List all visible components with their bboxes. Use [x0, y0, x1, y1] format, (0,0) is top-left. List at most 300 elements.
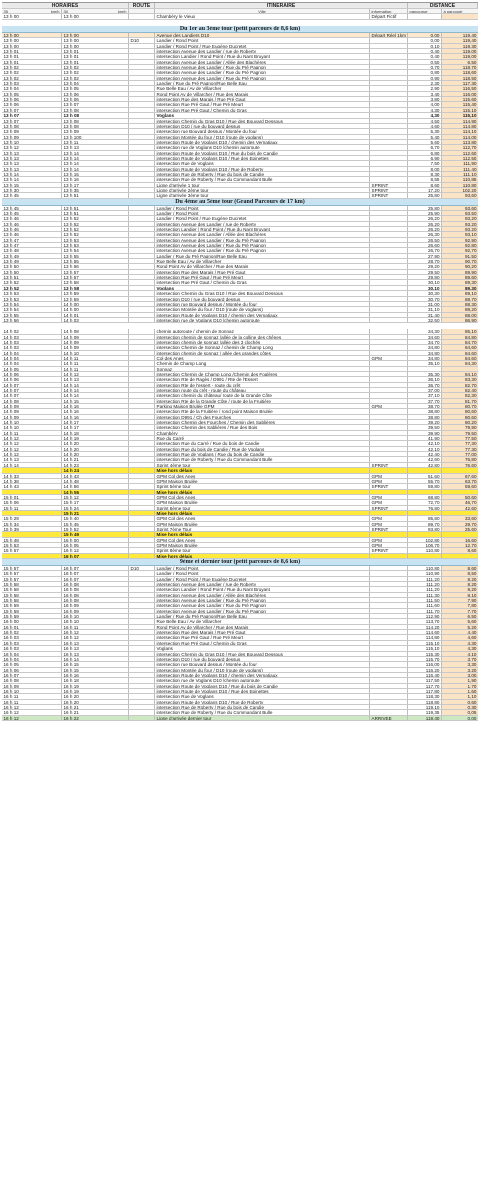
cell-time-35kmh: 15 h 39	[2, 527, 62, 531]
cell-distance-done: 31,00	[408, 302, 442, 306]
cell-route	[129, 161, 155, 165]
cell-route	[129, 710, 155, 714]
cell-distance-left: 1,90	[442, 678, 478, 682]
cell-time-35kmh: 13 h 46	[2, 216, 62, 220]
cell-route	[129, 614, 155, 618]
cell-time-30kmh: 14 h 20	[62, 441, 129, 445]
cell-time-35kmh: 13 h 12	[2, 145, 62, 149]
cell-info	[370, 44, 408, 48]
cell-time-30kmh: 13 h 07	[62, 102, 129, 106]
cell-distance-left: 112,60	[442, 151, 478, 155]
cell-distance-done: 5,30	[408, 129, 442, 133]
cell-distance-left: 7,80	[442, 603, 478, 607]
cell-time-35kmh: 15 h 29	[2, 516, 62, 520]
cell-time-35kmh: 14 h 12	[2, 436, 62, 440]
cell-info	[370, 254, 408, 258]
cell-place: intersection Rue des Marais / Rue Pré Gaut	[155, 630, 370, 634]
cell-time-35kmh: 14 h 03	[2, 345, 62, 349]
cell-distance-done: 0,50	[408, 60, 442, 64]
cell-time-35kmh: 14 h 04	[2, 351, 62, 355]
cell-time-35kmh: 16 h 07	[2, 673, 62, 677]
cell-time-30kmh: 14 h 14	[62, 388, 129, 392]
header-route: ROUTE	[129, 3, 155, 8]
cell-info	[370, 286, 408, 290]
cell-distance-left: 8,20	[442, 577, 478, 581]
cell-info	[370, 673, 408, 677]
cell-distance-left: 102,20	[442, 188, 478, 192]
cell-time-30kmh: 15 h 21	[62, 511, 129, 515]
cell-place: intersection Rte de la Grande Côte / route de la Fruitière	[155, 399, 370, 403]
cell-route	[129, 646, 155, 650]
cell-route	[129, 399, 155, 403]
cell-time-30kmh: 16 h 07	[62, 571, 129, 575]
cell-time-30kmh: 13 h 05	[62, 86, 129, 90]
cell-info	[370, 129, 408, 133]
cell-distance-left: 50,60	[442, 495, 478, 499]
cell-distance-done: 38,80	[408, 415, 442, 419]
cell-time-35kmh: 13 h 03	[2, 81, 62, 85]
cell-route	[129, 135, 155, 139]
cell-place: intersection Rue du bois de Candie / Rue de Voglans	[155, 447, 370, 451]
cell-info	[370, 329, 408, 333]
cell-time-30kmh: 13 h 52	[62, 216, 129, 220]
cell-time-35kmh: 14 h 07	[2, 393, 62, 397]
cell-info	[370, 102, 408, 106]
cell-info	[370, 646, 408, 650]
cell-distance-done: 4,00	[408, 102, 442, 106]
cell-info	[370, 124, 408, 128]
cell-time-30kmh: 14 h 11	[62, 356, 129, 360]
cell-route	[129, 625, 155, 629]
cell-distance-done: 6,80	[408, 151, 442, 155]
cell-place: intersection Avenue des Landier / rue de Roberty	[155, 582, 370, 586]
cell-distance-left: 67,60	[442, 474, 478, 478]
header-parcourue: parcourue	[408, 9, 442, 13]
cell-place: intersection Route de Voglans D10 / chemin des Vernatiaux	[155, 140, 370, 144]
cell-place: Landier / Rond Point	[155, 566, 370, 570]
cell-place: intersection Landier / Rond Point / Rue du Nant Bruyant	[155, 227, 370, 231]
cell-place: Landier / Rond Point	[155, 211, 370, 215]
cell-time-35kmh: 13 h 00	[2, 38, 62, 42]
cell-time-30kmh: 13 h 51	[62, 211, 129, 215]
cell-distance-left: 46,70	[442, 500, 478, 504]
cell-time-30kmh: 13 h 11	[62, 140, 129, 144]
cell-time-35kmh: 13 h 48	[2, 248, 62, 252]
cell-info	[370, 700, 408, 704]
cell-distance-left: 63,70	[442, 479, 478, 483]
cell-place: Sprint 5ème tour	[155, 484, 370, 488]
cell-distance-done: 27,90	[408, 254, 442, 258]
cell-time-30kmh: 13 h 52	[62, 227, 129, 231]
cell-place: intersection rue de Voglans D10 /chemin autoroute	[155, 318, 370, 322]
cell-route	[129, 635, 155, 639]
cell-distance-left: 8,50	[442, 571, 478, 575]
cell-place: intersection Rue Pré Gaut / Rue Pré Meurt	[155, 102, 370, 106]
cell-distance-done: 118,80	[408, 700, 442, 704]
cell-info: GPM	[370, 474, 408, 478]
cell-time-30kmh: 14 h 09	[62, 335, 129, 339]
cell-distance-left: 4,30	[442, 646, 478, 650]
cell-time-35kmh: 13 h 47	[2, 243, 62, 247]
cell-distance-done: 115,70	[408, 657, 442, 661]
cell-time-30kmh: 14 h 11	[62, 361, 129, 365]
cell-time-35kmh: 13 h 49	[2, 254, 62, 258]
cell-place: Rue du Carré	[155, 436, 370, 440]
cell-info	[370, 238, 408, 242]
cell-time-35kmh: 13 h 54	[2, 307, 62, 311]
cell-distance-left: 42,60	[442, 506, 478, 510]
cell-time-30kmh: 16 h 08	[62, 598, 129, 602]
cell-route	[129, 156, 155, 160]
cell-info	[370, 388, 408, 392]
cell-place: intersection Avenue des Landier / rue de Roberty	[155, 49, 370, 53]
cell-info	[370, 270, 408, 274]
cell-route	[129, 335, 155, 339]
cell-time-35kmh: 16 h 09	[2, 684, 62, 688]
cell-place: Sprint 7ème Tour	[155, 527, 370, 531]
cell-distance-done: 117,50	[408, 678, 442, 682]
cell-route	[129, 506, 155, 510]
cell-route	[129, 206, 155, 210]
cell-distance-done: 26,20	[408, 227, 442, 231]
cell-distance-left: 8,10	[442, 593, 478, 597]
cell-time-30kmh: 13 h 57	[62, 270, 129, 274]
cell-place: Landier / Rond Point	[155, 571, 370, 575]
cell-route	[129, 548, 155, 552]
cell-route	[129, 81, 155, 85]
cell-info: SPRINT	[370, 188, 408, 192]
cell-distance-left: 114,00	[442, 135, 478, 139]
cell-time-35kmh: 13 h 10	[2, 140, 62, 144]
cell-time-35kmh: 14 h 03	[2, 340, 62, 344]
cell-distance-left: 6,50	[442, 614, 478, 618]
cell-place: intersection D10 / rue du bouvard dessus	[155, 124, 370, 128]
cell-distance-left: 8,60	[442, 548, 478, 552]
cell-info	[370, 609, 408, 613]
cell-distance-left	[442, 14, 478, 19]
cell-distance-left: 16,60	[442, 538, 478, 542]
cell-time-35kmh: 14 h 04	[2, 361, 62, 365]
cell-distance-left: 115,10	[442, 108, 478, 112]
cell-info	[370, 587, 408, 591]
cell-time-30kmh: 13 h 00	[62, 38, 129, 42]
cell-time-30kmh: 13 h 53	[62, 238, 129, 242]
cell-distance-done: 32,50	[408, 318, 442, 322]
cell-distance-left: 3,20	[442, 668, 478, 672]
cell-distance-done: 26,60	[408, 243, 442, 247]
cell-time-30kmh: 15 h 12	[62, 495, 129, 499]
cell-time-35kmh: 16 h 11	[2, 700, 62, 704]
cell-distance-done: 115,10	[408, 646, 442, 650]
cell-route	[129, 70, 155, 74]
cell-time-35kmh: 13 h 45	[2, 193, 62, 197]
cell-place: intersection D10 / rue du bouvard dessus	[155, 297, 370, 301]
cell-info	[370, 457, 408, 461]
cell-info	[370, 468, 408, 472]
cell-time-30kmh: 13 h 58	[62, 286, 129, 290]
cell-time-35kmh: 14 h 07	[2, 383, 62, 387]
cell-info	[370, 409, 408, 413]
cell-time-30kmh: 13 h 100	[62, 135, 129, 139]
cell-place: intersection Rue de Roberty / Rue du Commandant Bulle	[155, 710, 370, 714]
cell-time-30kmh: 15 h 40	[62, 516, 129, 520]
cell-distance-left: 88,20	[442, 307, 478, 311]
cell-place: intersection Landier / Rond Point / Rue du Nant Bruyant	[155, 54, 370, 58]
cell-distance-done: 42,80	[408, 463, 442, 467]
cell-route	[129, 54, 155, 58]
cell-time-35kmh: 14 h 12	[2, 441, 62, 445]
cell-route	[129, 538, 155, 542]
cell-place: Sonnaz	[155, 367, 370, 371]
cell-distance-left: 7,90	[442, 598, 478, 602]
cell-route	[129, 76, 155, 80]
cell-time-30kmh: 16 h 11	[62, 625, 129, 629]
cell-place: intersection Rue du Carré / Rue du bois de Candie	[155, 441, 370, 445]
cell-place: GPM Maison Brulée	[155, 543, 370, 547]
cell-time-30kmh: 13 h 14	[62, 151, 129, 155]
cell-distance-left	[442, 532, 478, 536]
cell-route	[129, 102, 155, 106]
cell-place: Parking Maison Brulée GPM	[155, 404, 370, 408]
cell-distance-left: 1,70	[442, 684, 478, 688]
cell-distance-done: 3,40	[408, 92, 442, 96]
cell-distance-left: 118,50	[442, 76, 478, 80]
cell-distance-done: 0,10	[408, 44, 442, 48]
cell-time-35kmh: 13 h 05	[2, 92, 62, 96]
cell-route	[129, 500, 155, 504]
cell-time-30kmh: 14 h 14	[62, 393, 129, 397]
cell-distance-done: 34,60	[408, 335, 442, 339]
cell-time-35kmh	[2, 532, 62, 536]
cell-place: Rue Belle Eau / Av de Villarcher	[155, 259, 370, 263]
cell-info	[370, 452, 408, 456]
cell-distance-left: 1,10	[442, 694, 478, 698]
cell-route	[129, 668, 155, 672]
cell-route	[129, 318, 155, 322]
cell-distance-left: 112,50	[442, 156, 478, 160]
cell-time-30kmh: 13 h 52	[62, 222, 129, 226]
cell-info	[370, 668, 408, 672]
cell-info	[370, 54, 408, 58]
cell-info	[370, 490, 408, 494]
cell-info	[370, 705, 408, 709]
cell-distance-done: 39,50	[408, 425, 442, 429]
cell-route	[129, 441, 155, 445]
cell-route	[129, 49, 155, 53]
cell-distance-left: 90,20	[442, 264, 478, 268]
cell-distance-done: 110,80	[408, 548, 442, 552]
cell-distance-done: 119,35	[408, 710, 442, 714]
cell-time-30kmh: 16 h 10	[62, 619, 129, 623]
cell-time-35kmh: 14 h 33	[2, 474, 62, 478]
cell-info	[370, 345, 408, 349]
cell-time-35kmh: 13 h 54	[2, 302, 62, 306]
cell-info	[370, 291, 408, 295]
cell-route	[129, 447, 155, 451]
cell-time-35kmh: 14 h 10	[2, 425, 62, 429]
cell-distance-left: 77,30	[442, 447, 478, 451]
cell-time-30kmh: 16 h 14	[62, 657, 129, 661]
cell-info	[370, 630, 408, 634]
cell-route	[129, 340, 155, 344]
cell-distance-left: 84,60	[442, 356, 478, 360]
cell-info	[370, 393, 408, 397]
cell-place: GPM Col des Anes	[155, 538, 370, 542]
cell-place: GPM Col des Anes	[155, 495, 370, 499]
cell-place: intersection Chemin du Gras D10 / Rue des Bouvard Dessous	[155, 119, 370, 123]
cell-info	[370, 135, 408, 139]
cell-info	[370, 372, 408, 376]
cell-time-35kmh: 14 h 02	[2, 329, 62, 333]
cell-route	[129, 420, 155, 424]
cell-route	[129, 404, 155, 408]
cell-distance-left: 89,30	[442, 286, 478, 290]
cell-distance-left: 88,70	[442, 297, 478, 301]
cell-place: Ligne d'arrivée dernier tour	[155, 716, 370, 720]
cell-distance-left: 1,60	[442, 689, 478, 693]
cell-time-35kmh: 13 h 49	[2, 259, 62, 263]
cell-place: intersection Rte de Ragès / D991 / Rte de l'Essert	[155, 377, 370, 381]
cell-time-30kmh: 13 h 58	[62, 280, 129, 284]
cell-route	[129, 678, 155, 682]
cell-place: Avenue des Landiers D10	[155, 33, 370, 37]
cell-info	[370, 554, 408, 558]
cell-distance-left: 88,00	[442, 313, 478, 317]
cell-time-30kmh: 16 h 19	[62, 684, 129, 688]
cell-distance-left: 115,60	[442, 97, 478, 101]
cell-distance-done: 112,90	[408, 614, 442, 618]
cell-time-30kmh: 13 h 08	[62, 113, 129, 117]
cell-place: intersection Rue de Roberty / Rue du bois de Candie	[155, 705, 370, 709]
cell-distance-left: 77,30	[442, 441, 478, 445]
header-a-parcourir: à parcourir	[442, 9, 478, 13]
cell-route	[129, 468, 155, 472]
cell-time-30kmh: 14 h 16	[62, 404, 129, 408]
cell-time-30kmh: 15 h 52	[62, 527, 129, 531]
cell-distance-done: 31,40	[408, 313, 442, 317]
cell-distance-left: 76,60	[442, 463, 478, 467]
cell-place: intersection Rue de Voglans	[155, 161, 370, 165]
cell-time-35kmh: 13 h 00	[2, 44, 62, 48]
cell-distance-done: 34,70	[408, 340, 442, 344]
cell-distance-left: 0,00	[442, 716, 478, 720]
cell-time-30kmh: 15 h 49	[62, 532, 129, 536]
cell-time-30kmh: 16 h 21	[62, 710, 129, 714]
cell-info	[370, 436, 408, 440]
cell-distance-left: 89,60	[442, 275, 478, 279]
cell-distance-done	[408, 367, 442, 371]
cell-time-30kmh: 13 h 55	[62, 259, 129, 263]
cell-place: Rue Belle Eau / Av de Villarcher	[155, 86, 370, 90]
cell-distance-left: 82,40	[442, 388, 478, 392]
cell-distance-done: 110,80	[408, 566, 442, 570]
cell-time-30kmh: 14 h 55	[62, 490, 129, 494]
header-ville: Ville	[155, 9, 370, 13]
cell-place: Voglans	[155, 286, 370, 290]
cell-time-35kmh: 16 h 02	[2, 630, 62, 634]
cell-info	[370, 619, 408, 623]
cell-distance-left: 118,70	[442, 65, 478, 69]
cell-time-35kmh: 14 h 09	[2, 404, 62, 408]
cell-info	[370, 441, 408, 445]
cell-time-35kmh: 15 h 58	[2, 598, 62, 602]
cell-distance-done: 30,10	[408, 286, 442, 290]
cell-distance-left: 82,30	[442, 393, 478, 397]
cell-distance-left: 77,00	[442, 452, 478, 456]
cell-distance-done: 118,30	[408, 694, 442, 698]
cell-time-30kmh: 14 h 17	[62, 420, 129, 424]
cell-route	[129, 275, 155, 279]
cell-distance-left: 92,90	[442, 238, 478, 242]
cell-route	[129, 313, 155, 317]
cell-time-30kmh: 16 h 22	[62, 716, 129, 720]
cell-place: Mise hors délais	[155, 490, 370, 494]
cell-place: intersection Chemin du Gras D10 / Rue des Bouvard Dessous	[155, 652, 370, 656]
section-header: 9ème et dernier tour (petit parcours de 8,6 km)	[2, 559, 478, 566]
cell-time-35kmh: 14 h 09	[2, 415, 62, 419]
cell-distance-done: 25,90	[408, 211, 442, 215]
cell-info	[370, 657, 408, 661]
cell-route	[129, 577, 155, 581]
cell-place: intersection Rue de Roberty / Rue du bois de Candie	[155, 172, 370, 176]
cell-place: intersection chemin de sonnaz / allée des grandes côtes	[155, 351, 370, 355]
cell-time-35kmh: 13 h 14	[2, 172, 62, 176]
column-header-row	[2, 2, 478, 9]
cell-info: ARRIVEE	[370, 716, 408, 720]
cell-time-30kmh: 16 h 20	[62, 694, 129, 698]
speed-1-unit: km/h	[32, 9, 62, 13]
cell-distance-done: 34,30	[408, 329, 442, 333]
cell-distance-done: 38,70	[408, 404, 442, 408]
cell-distance-done: 2,90	[408, 86, 442, 90]
cell-distance-left: 93,60	[442, 193, 478, 197]
cell-time-30kmh: 16 h 00	[62, 538, 129, 542]
cell-time-30kmh: 13 h 14	[62, 161, 129, 165]
cell-time-35kmh: 13 h 13	[2, 161, 62, 165]
cell-route	[129, 673, 155, 677]
itinerary-rows	[2, 14, 478, 721]
cell-time-30kmh: 14 h 08	[62, 329, 129, 333]
cell-info	[370, 383, 408, 387]
cell-info	[370, 232, 408, 236]
cell-info	[370, 248, 408, 252]
cell-info	[370, 399, 408, 403]
cell-time-30kmh: 13 h 13	[62, 145, 129, 149]
cell-route	[129, 254, 155, 258]
cell-info: Départ Réel 1km	[370, 33, 408, 37]
cell-distance-done	[408, 532, 442, 536]
cell-distance-done: 26,30	[408, 232, 442, 236]
cell-distance-left: 110,80	[442, 183, 478, 187]
cell-place: intersection Rue Pré Gaut / Chemin du Gras	[155, 108, 370, 112]
cell-time-30kmh: 13 h 54	[62, 248, 129, 252]
cell-place: intersection Avenue des Landier / Rue du Pré Pagnon	[155, 609, 370, 613]
cell-distance-done: 0,40	[408, 54, 442, 58]
cell-distance-done: 25,80	[408, 193, 442, 197]
cell-place: intersection Chemin de Champ Long /Chemin des Foglères	[155, 372, 370, 376]
cell-route	[129, 511, 155, 515]
cell-distance-done: 37,70	[408, 399, 442, 403]
cell-distance-done: 114,20	[408, 625, 442, 629]
cell-distance-left	[442, 511, 478, 515]
cell-route	[129, 609, 155, 613]
cell-route	[129, 193, 155, 197]
cell-time-35kmh: 16 h 12	[2, 710, 62, 714]
cell-time-35kmh: 14 h 06	[2, 377, 62, 381]
cell-route	[129, 124, 155, 128]
cell-time-30kmh: 13 h 16	[62, 177, 129, 181]
cell-time-30kmh: 15 h 17	[62, 500, 129, 504]
